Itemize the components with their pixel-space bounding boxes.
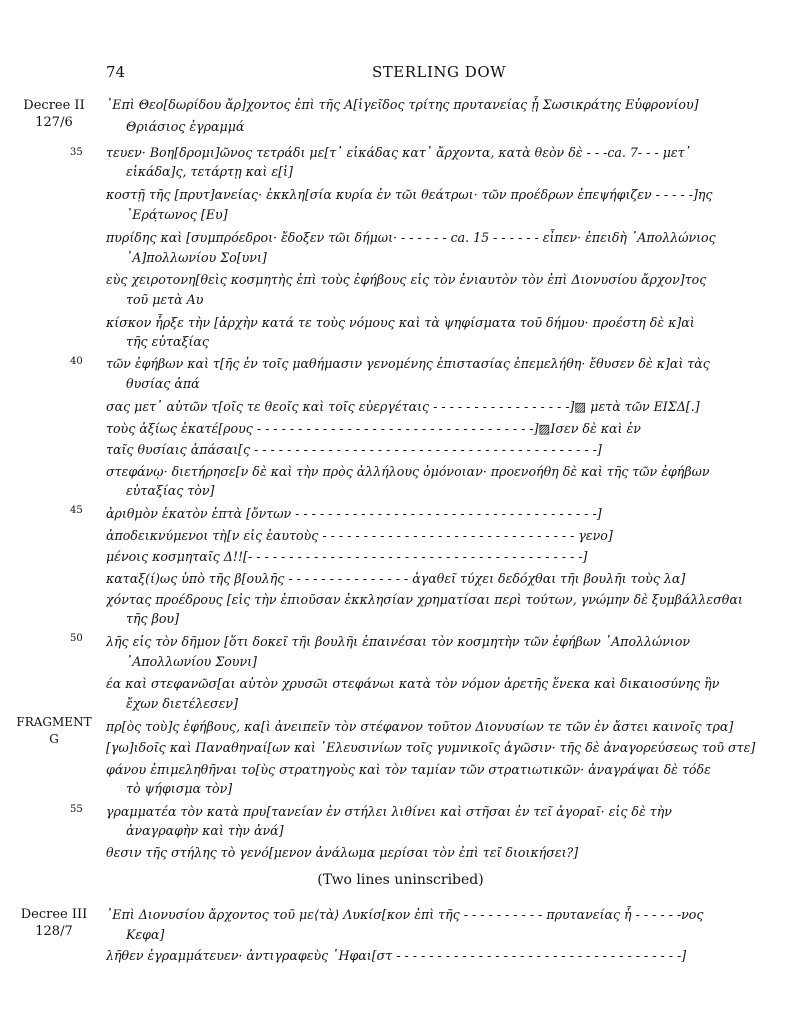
text-line: θυσίας ἁπά [126, 376, 200, 391]
text-line: μένοις κοσμηταῖς Δ!![- - - - - - - - - - - - - - - - - - - - - - - - - - - - - - - - - - - - - - - - -] [106, 549, 588, 564]
text-line: Κεφα] [126, 927, 165, 942]
text-line: τοὺς ἀξίως ἑκατέ[ρους - - - - - - - - - - - - - - - - - - - - - - - - - - - - - - - - - -]▨Ισεν δὲ καὶ ἐν [106, 421, 641, 436]
decree-ii-label: Decree II 127/6 [23, 98, 85, 130]
text-line: τευεν· Βοη[δρομι]ῶνος τετράδι με[τ᾿ εἰκάδας κατ᾿ ἄρχοντα, κατὰ θεὸν δὲ - - -ca. 7- - - μετ᾿ [106, 145, 691, 160]
page-number: 74 [106, 63, 126, 81]
line-number: 40 [70, 356, 83, 367]
text-line: τῆς βου] [126, 611, 180, 626]
text-line: ταῖς θυσίαις ἁπάσαι[ς - - - - - - - - - - - - - - - - - - - - - - - - - - - - - - - - - - - - - - - - - -] [106, 442, 602, 457]
text-line: [γω]ιδοῖς καὶ Παναθηναί[ων καὶ ᾿Ελευσινίων τοῖς γυμνικοῖς ἀγῶσιν· τῆς δὲ ἀναγορεύσεως τοῦ στε] [106, 740, 756, 755]
line-number: 35 [70, 147, 83, 158]
text-line: κοστῇ τῆς [πρυτ]ανείας· ἐκκλη[σία κυρία ἐν τῶι θεάτρωι· τῶν προέδρων ἐπεψήφιζεν - - - - -]ης [106, 187, 713, 202]
text-line: ᾿Ερά̣τωνος [Ευ] [126, 207, 228, 222]
text-line: ἀριθμὸν ἑκατὸν ἑπτὰ [ὄντων - - - - - - - - - - - - - - - - - - - - - - - - - - - - - - - - - - - - -] [106, 506, 602, 521]
text-line: κίσκον ἦρξε τὴν [ἀρχὴν κατά τε τοὺς νόμους καὶ τὰ ψηφίσματα τοῦ δήμου· προέστη δὲ κ]αὶ [106, 315, 695, 330]
text-line: ἔχων διετέλεσεν] [126, 696, 238, 711]
decree-iii-label: Decree III 128/7 [20, 907, 88, 939]
text-line: φάνου ἐπιμεληθῆναι το[ὺς στρατηγοὺς καὶ τὸν ταμίαν τῶν στρατιωτικῶν· ἀναγράψαι δὲ τόδε [106, 762, 711, 777]
text-line: εὺς χειροτονη[θεὶς κοσμητὴς ἐπὶ τοὺς ἐφήβους εἰς τὸν ἐνιαυτὸν τὸν ἐπὶ Διονυσίου ἄρχον]τος [106, 272, 707, 287]
text-line: εἰκάδα]ς, τετάρτῃ καὶ ε[ἰ] [126, 164, 293, 179]
text-line: τῶν ἐφήβων καὶ τ[ῆς ἐν τοῖς μαθήμασιν γενομένης ἐπιστασίας ἐπεμελήθη· ἔθυσεν δὲ κ]αὶ τὰς [106, 356, 710, 371]
running-title: STERLING DOW [372, 63, 507, 81]
text-line: έα καὶ στεφανῶσ[αι αὐτὸν χρυσῶι στεφάνωι κατὰ τὸν νόμον ἀρετῆς ἕνεκα καὶ δικαιοσύνης ἣν [106, 676, 720, 691]
text-line: τοῦ μετὰ Αυ [126, 292, 204, 307]
text-line: Θριάσιος ἐγραμμά [126, 119, 245, 134]
text-line: ἀποδεικνύμενοι τὴ[ν εἰς ἑαυτοὺς - - - - - - - - - - - - - - - - - - - - - - - - - - - - - - - γενο] [106, 528, 613, 543]
uninscribed-note: (Two lines uninscribed) [317, 872, 484, 888]
fragment-label: FRAGMENT G [16, 715, 92, 746]
text-line: χόντας προέδρους [εἰς τὴν ἐπιοῦσαν ἐκκλησίαν χρηματίσαι περὶ τούτων, γνώμην δὲ ξυμβάλλεσθαι [106, 592, 743, 607]
text-line: θεσιν τῆς στήλης τὸ γενό[μενον ἀνάλωμα μερίσαι τὸν ἐπὶ τεῖ διοικήσει?] [106, 845, 579, 860]
text-line: ᾿Επὶ Θεο[δωρίδου ἄρ]χοντος ἐπὶ τῆς Α[ἰγεῖδος τρίτης πρυτανείας ᾗ Σωσικράτης Εὐφρονίου] [106, 97, 699, 112]
text-line: τῆς εὐταξίας [126, 334, 209, 349]
text-line: τὸ ψήφισμα τὸν] [126, 781, 233, 796]
line-number: 50 [70, 633, 83, 644]
text-line: εὐταξίας τὸν] [126, 483, 215, 498]
text-line: γραμματέα τὸν κατὰ πρυ[τανείαν ἐν στήλει λιθίνει καὶ στῆσαι ἐν τεῖ ἀγοραῖ· εἰς δὲ τὴν [106, 804, 672, 819]
text-line: λῆς εἰς τὸν δῆμον [ὅτι δοκεῖ τῆι βουλῆι ἐπαινέσαι τὸν κοσμητὴν τῶν ἐφήβων ᾿Απολλώνιον [106, 634, 691, 649]
text-line: πρ[ὸς τοὺ]ς ἐφήβους, κα[ὶ ἀνειπεῖν τὸν στέφανον τοῦτον Διονυσίων τε τῶν ἐν ἄστει καινοῖς τρα] [106, 719, 734, 734]
text-line: στεφάνῳ· διετήρησε[ν δὲ καὶ τὴν πρὸς ἀλλήλους ὁμόνοιαν· προενοήθη δὲ καὶ τῆς τῶν ἐφήβων [106, 464, 710, 479]
text-line: ἀναγραφὴν καὶ τὴν ἀνά] [126, 823, 284, 838]
line-number: 55 [70, 804, 83, 815]
text-line: ᾿Α]πολλωνίου Σο[υνι] [126, 250, 267, 265]
text-line: λῆθεν ἐγραμμάτευεν· ἀντιγραφεὺς ῾Ηφαι[στ - - - - - - - - - - - - - - - - - - - - - - - - - - - - - - - - - - -] [106, 948, 687, 963]
text-line: ᾿Επὶ Διονυσίου ἄρχοντος τοῦ με⟨τὰ⟩ Λυκίσ[κον ἐπὶ τῆς - - - - - - - - - - πρυτανείας ἧ - - - - - -νος [106, 907, 704, 922]
text-line: καταξ(ί)ως ὑπὸ τῆς β[ουλῆς - - - - - - - - - - - - - - - ἀγαθεῖ τύχει δεδόχθαι τῆι βουλῆι τοὺς λα] [106, 571, 686, 586]
text-line: ᾿Απολλωνίου Σουνι] [126, 654, 257, 669]
line-number: 45 [70, 505, 83, 516]
text-line: σας μετ᾿ αὐτῶν τ[οῖς τε θεοῖς καὶ τοῖς εὐεργέταις - - - - - - - - - - - - - - - - -]▨ μετὰ τῶν ΕΙΣΔ[.] [106, 399, 700, 414]
text-line: πυρίδης καὶ [συμπρόεδροι· ἔδοξεν τῶι δήμωι· - - - - - - ca. 15 - - - - - - εἶπεν· ἐπειδὴ ᾿Απολλώνιος [106, 230, 716, 245]
